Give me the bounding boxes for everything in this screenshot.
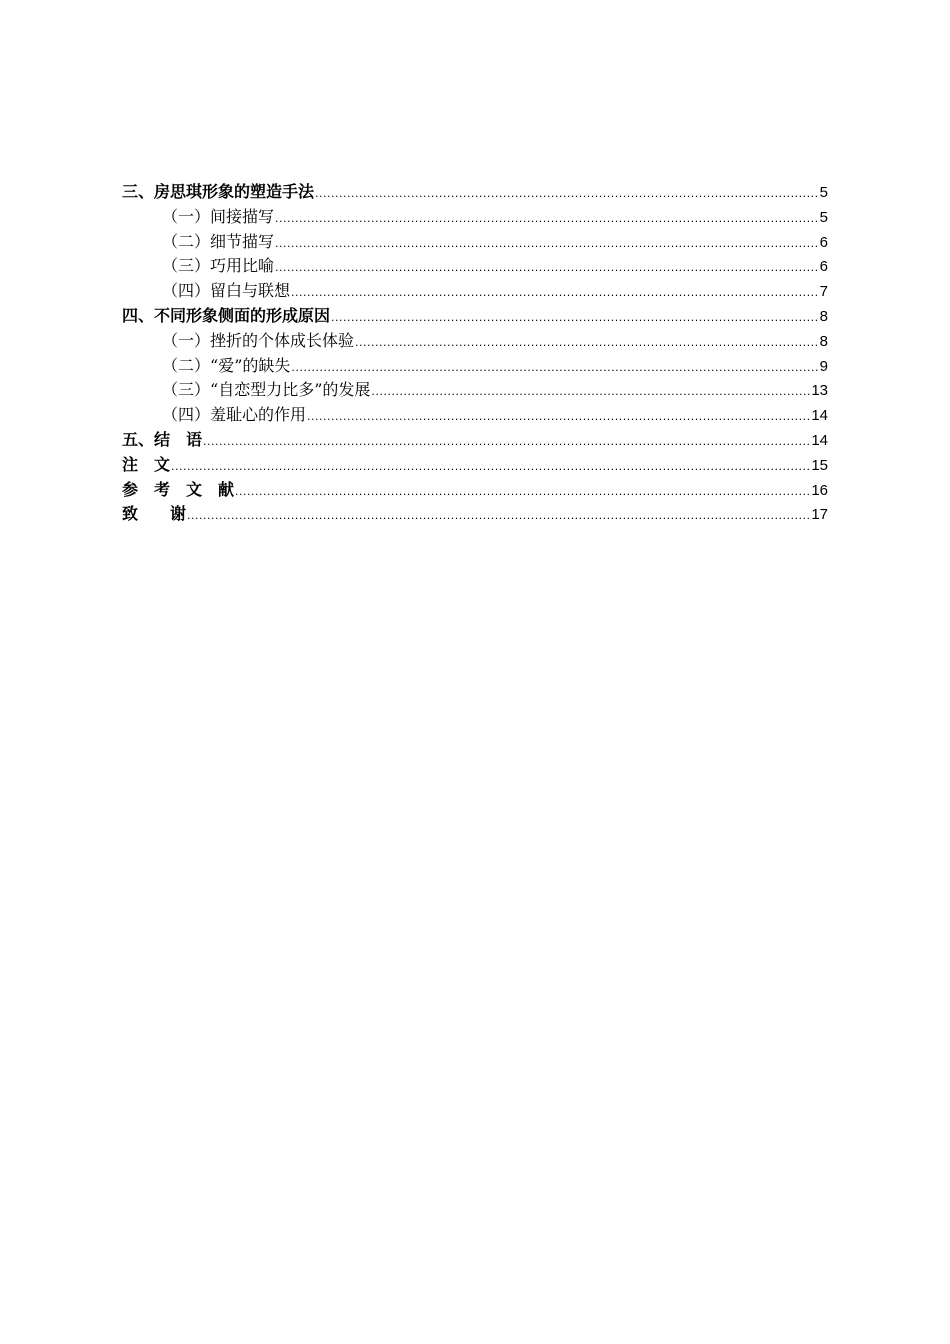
toc-entry-number: 三、 <box>122 182 155 201</box>
toc-entry-number: （四） <box>162 281 211 301</box>
toc-entry-page: 8 <box>819 307 828 325</box>
dot-leader <box>171 455 810 480</box>
toc-entry-acknowledgements[interactable] <box>122 502 828 527</box>
dot-leader <box>291 356 818 381</box>
toc-entry-title: 间接描写 <box>210 206 275 226</box>
toc-entry-page: 14 <box>811 407 828 425</box>
toc-entry-number: （二） <box>162 231 211 251</box>
toc-entry-number: （一） <box>162 330 211 350</box>
toc-entry-title: 五、结 语 <box>122 429 203 449</box>
dot-leader <box>355 331 819 356</box>
toc-entry-title: “爱”的缺失 <box>210 355 291 375</box>
toc-entry-number: （四） <box>162 405 211 425</box>
toc-entry-page: 5 <box>819 184 828 201</box>
toc-entry-notes[interactable] <box>122 453 828 478</box>
dot-leader <box>275 256 819 281</box>
toc-entry-title: 巧用比喻 <box>210 256 275 276</box>
toc-entry-chapter-4[interactable] <box>122 304 828 329</box>
dot-leader <box>275 207 819 232</box>
toc-entry-section-3-4[interactable] <box>122 279 828 304</box>
toc-entry-number: （三） <box>162 380 211 400</box>
dot-leader <box>291 281 819 306</box>
toc-entry-section-4-1[interactable] <box>122 329 828 354</box>
toc-entry-title: 留白与联想 <box>210 281 291 301</box>
toc-entry-section-4-3[interactable] <box>122 378 828 403</box>
toc-entry-section-3-3[interactable] <box>122 254 828 279</box>
dot-leader <box>331 306 819 331</box>
toc-entry-title: 细节描写 <box>210 231 275 251</box>
toc-entry-conclusion[interactable] <box>122 428 828 453</box>
toc-entry-section-3-1[interactable] <box>122 205 828 230</box>
toc-entry-title: 不同形象侧面的形成原因 <box>154 305 331 325</box>
toc-entry-page: 8 <box>819 332 828 350</box>
toc-entry-section-3-2[interactable] <box>122 230 828 255</box>
dot-leader <box>371 380 810 405</box>
toc-entry-section-4-2[interactable] <box>122 354 828 379</box>
toc-entry-number: （二） <box>162 355 211 375</box>
dot-leader <box>187 504 810 529</box>
toc-entry-page: 6 <box>819 258 828 276</box>
toc-entry-number: （三） <box>162 256 211 276</box>
dot-leader <box>235 480 810 505</box>
dot-leader <box>275 232 819 257</box>
toc-entry-number: （一） <box>162 206 211 226</box>
toc-entry-section-4-4[interactable] <box>122 403 828 428</box>
toc-entry-page: 5 <box>819 208 828 226</box>
toc-entry-chapter-3[interactable] <box>122 180 828 205</box>
toc-entry-number: 四、 <box>122 305 155 325</box>
toc-entry-page: 6 <box>819 233 828 251</box>
toc-entry-page: 14 <box>811 431 828 449</box>
toc-entry-page: 15 <box>811 456 828 474</box>
toc-entry-page: 13 <box>811 382 828 400</box>
dot-leader <box>315 182 819 207</box>
toc-entry-page: 7 <box>819 283 828 301</box>
toc-entry-title: 羞耻心的作用 <box>210 405 307 425</box>
toc-entry-page: 9 <box>819 357 828 375</box>
toc-entry-title: 参 考 文 献 <box>122 479 235 499</box>
toc-entry-title: 致 谢 <box>122 504 187 524</box>
toc-entry-title: 注 文 <box>122 454 171 474</box>
dot-leader <box>307 405 810 430</box>
toc-entry-title: 房思琪形象的塑造手法 <box>154 182 315 201</box>
table-of-contents <box>122 180 828 527</box>
toc-entry-references[interactable] <box>122 478 828 503</box>
toc-entry-page: 16 <box>811 481 828 499</box>
dot-leader <box>203 430 810 455</box>
toc-entry-title: “自恋型力比多”的发展 <box>210 380 371 400</box>
toc-entry-page: 17 <box>811 506 828 524</box>
toc-entry-title: 挫折的个体成长体验 <box>210 330 355 350</box>
